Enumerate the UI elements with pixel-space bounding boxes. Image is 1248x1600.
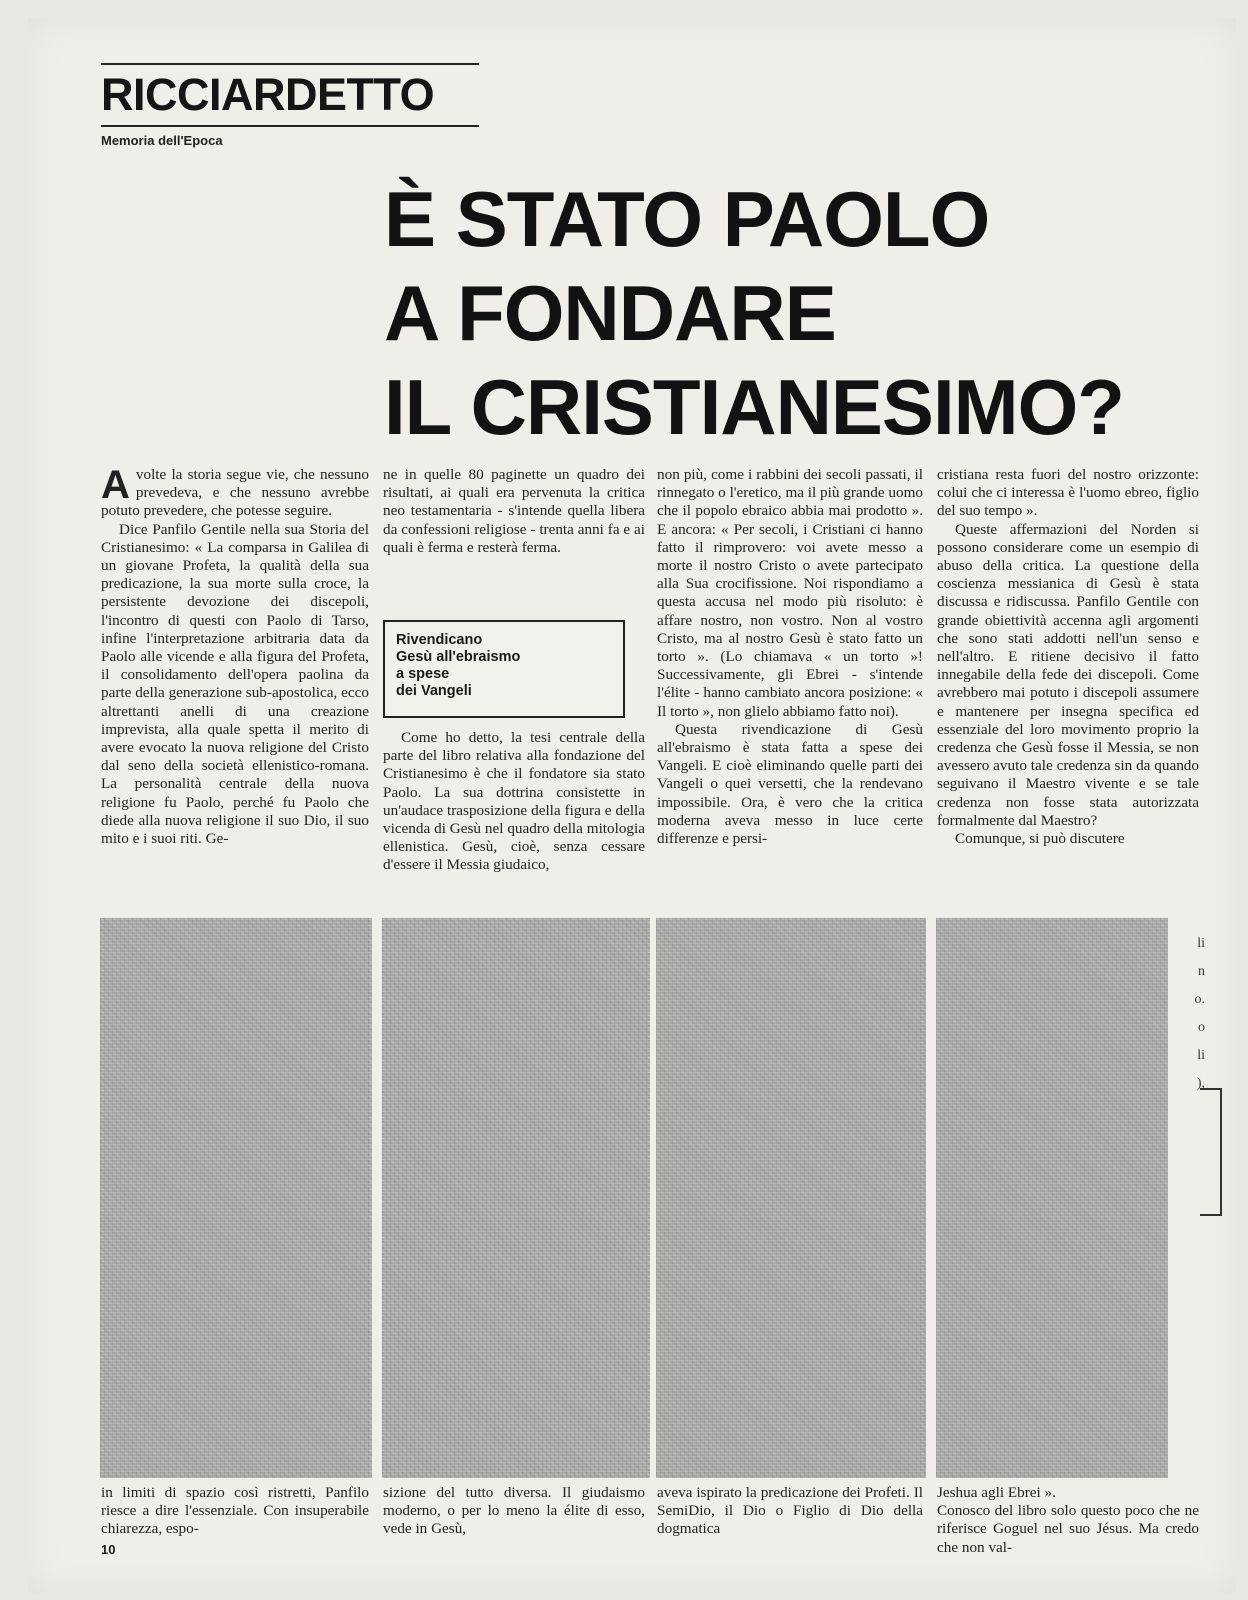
obscured-text-block: [936, 918, 1168, 1478]
fragment: n: [1198, 964, 1205, 979]
paragraph: [101, 463, 369, 521]
paragraph: Conosco del libro solo questo poco che ne riferisce Goguel nel suo Jésus. Ma credo che non val-: [937, 1502, 1199, 1556]
pull-quote-line: a spese: [396, 666, 450, 682]
section-masthead: RICCIARDETTO: [101, 69, 435, 120]
paragraph: ne in quelle 80 paginette un quadro dei risultati, ai quali era pervenuta la critica neo testamentaria - s'intende quella libera da confessioni religiose - trenta anni fa e ai quali è ferma e resterà ferma.: [383, 466, 645, 556]
paragraph: aveva ispirato la predicazione dei Profeti. Il SemiDio, il Dio o Figlio di Dio della dogmatica: [657, 1484, 923, 1538]
article-column-4: [937, 466, 1199, 848]
paragraph: Comunque, si può discutere: [955, 830, 1125, 848]
pull-quote-box: [383, 620, 625, 718]
pull-quote-line: dei Vangeli: [396, 683, 472, 699]
fragment: o: [1198, 1020, 1205, 1035]
obscured-text-block: [382, 918, 650, 1478]
bottom-text-column-4: [937, 1484, 1199, 1557]
bottom-text-column-1: [101, 1484, 369, 1539]
page-number: 10: [101, 1542, 116, 1557]
right-margin-fragments: [1175, 930, 1205, 1098]
paragraph: in limiti di spazio così ristretti, Panfilo riesce a dire l'essenziale. Con insuperabile chiarezza, espo-: [101, 1484, 369, 1538]
paragraph-text: volte la storia segue vie, che nessuno prevedeva, e che nessuno avrebbe potuto prevedere, che potesse seguire.: [101, 466, 369, 520]
pull-quote-line: Rivendicano: [396, 632, 483, 648]
fragment: ),: [1196, 1076, 1205, 1091]
article-column-1: [101, 463, 369, 848]
bottom-text-column-3: [657, 1484, 923, 1539]
section-subtitle: Memoria dell'Epoca: [101, 133, 223, 148]
masthead-rule-bottom: [101, 125, 479, 127]
article-column-3: [657, 466, 923, 848]
box-bracket: [1200, 1088, 1222, 1216]
bottom-text-column-2: [383, 1484, 645, 1539]
paragraph: Questa rivendicazione di Gesù all'ebraismo è stata fatta a spese dei Vangeli. E cioè eliminando quelle parti dei Vangeli o quei versetti, che la rendevano impossibile. Ora, è vero che la critica moderna aveva messo in luce certe differenze e persi-: [657, 720, 923, 848]
fragment: li: [1197, 1048, 1205, 1063]
paragraph: non più, come i rabbini dei secoli passati, il rinnegato o l'eretico, ma il più grande uomo che il popolo ebraico abbia mai prodotto ». E ancora: « Per secoli, i Cristiani ci hanno fatto il rimprovero: voi avete messo a morte il nostro Cristo o avete partecipato alla Sua crocifissione. Noi rispondiamo a questa accusa nel modo più risoluto: è affare nostro, non vostro. Non al vostro Cristo, ma al nostro Gesù è stato fatto un torto ». (Lo chiamava « un torto »! Successivamente, gli Ebrei - s'intende l'élite - hanno cambiato ancora posizione: « Il torto », non glielo abbiamo fatto noi).: [657, 466, 923, 720]
headline-line-1: È STATO PAOLO: [384, 175, 990, 263]
paragraph: cristiana resta fuori del nostro orizzonte: colui che ci interessa è l'uomo ebreo, figlio del suo tempo ».: [937, 466, 1199, 520]
paragraph: Queste affermazioni del Norden si possono considerare come un esempio di abuso della critica. La questione della coscienza messianica di Gesù è stata discussa e ridiscussa. Panfilo Gentile con grande obiettività accenna agli argomenti che sono stati addotti nell'un senso e nell'altro. E ritiene decisivo il fatto innegabile della fede dei discepoli. Come avrebbero mai potuto i discepoli assumere e mantenere per insegna specifica ed essenziale del loro movimento proprio la credenza che Gesù fosse il Messia, se non avessero avuto tale credenza sin da quando seguivano il Maestro vivente e se tale credenza non fosse stata autorizzata formalmente dal Maestro?: [937, 520, 1199, 829]
paragraph: Dice Panfilo Gentile nella sua Storia del Cristianesimo: « La comparsa in Galilea di un giovane Profeta, la qualità della sua predicazione, la sua morte sulla croce, la persistente devozione dei discepoli, l'incontro di questi con Paolo di Tarso, infine l'interpretazione arbitraria data da Paolo alle vicende e alla figura del Profeta, il consolidamento dell'opera paolina da parte della generazione sub-apostolica, ecco altrettanti anelli di una creazione imprevista, alla quale spetta il merito di avere evocato la nuova religione del Cristo dal seno della società ellenistico-romana. La personalità centrale della nuova religione fu Paolo, perché fu Paolo che diede alla nuova religione il suo Dio, il suo mito e i suoi riti. Ge-: [101, 520, 369, 848]
paragraph: Jeshua agli Ebrei ».: [937, 1484, 1056, 1501]
fragment: li: [1197, 936, 1205, 951]
headline-line-3: IL CRISTIANESIMO?: [384, 363, 1124, 451]
drop-cap: A: [101, 463, 130, 507]
pull-quote-line: Gesù all'ebraismo: [396, 649, 521, 665]
fragment: o.: [1194, 992, 1205, 1007]
obscured-text-block: [656, 918, 926, 1478]
paragraph: Come ho detto, la tesi centrale della parte del libro relativa alla fondazione del Cristianesimo è che il fondatore sia stato Paolo. La sua dottrina consistette in un'audace trasposizione della figura e della vicenda di Gesù nel quadro della mitologia ellenistica. Gesù, cioè, senza cessare d'essere il Messia giudaico,: [383, 729, 645, 874]
paragraph: sizione del tutto diversa. Il giudaismo moderno, o per lo meno la élite di esso, vede in Gesù,: [383, 1484, 645, 1538]
article-headline: [384, 172, 1204, 454]
masthead-rule-top: [101, 63, 479, 65]
headline-line-2: A FONDARE: [384, 269, 836, 357]
obscured-text-block: [100, 918, 372, 1478]
